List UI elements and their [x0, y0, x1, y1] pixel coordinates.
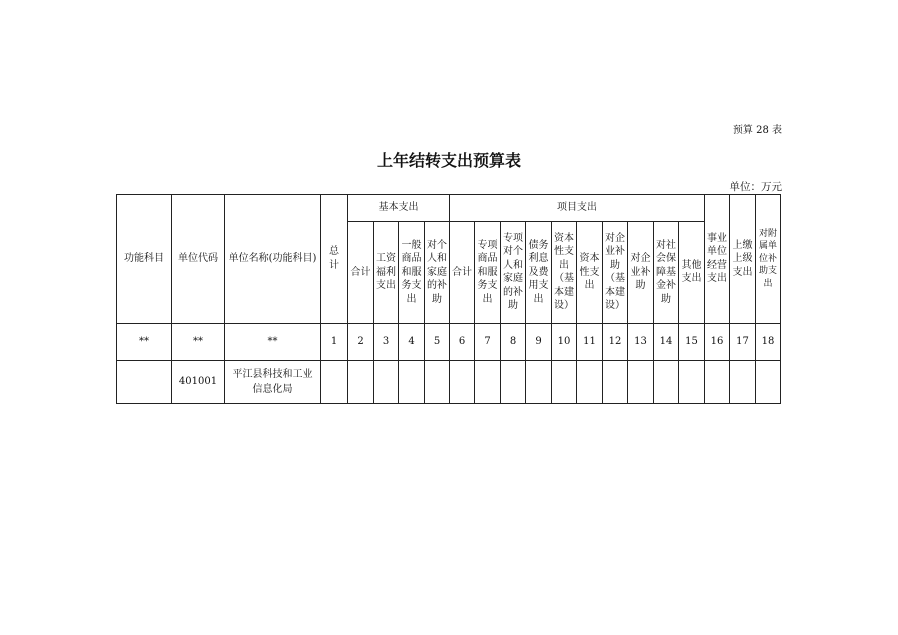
row-value	[552, 361, 577, 404]
column-number-cell: 4	[399, 324, 425, 361]
column-number-cell: 7	[475, 324, 501, 361]
header-proj-capital-text: 资本 性支 出	[579, 253, 600, 291]
header-total	[321, 195, 348, 324]
header-proj-goods	[475, 222, 501, 324]
row-value	[501, 361, 526, 404]
row-value	[705, 361, 730, 404]
column-number-cell: **	[117, 324, 172, 361]
column-number-cell: 9	[526, 324, 552, 361]
table-number: 预算 28 表	[732, 125, 782, 136]
column-number-cell: 5	[425, 324, 450, 361]
column-number-cell: 1	[321, 324, 348, 361]
header-upper-pay-text: 上缴 上级 支出	[732, 239, 753, 278]
header-basic-wages	[374, 222, 399, 324]
row-value	[475, 361, 501, 404]
header-affiliate	[756, 195, 781, 324]
header-total-text: 总 计	[329, 246, 339, 271]
column-number-cell: 12	[603, 324, 628, 361]
header-proj-sum: 合计	[450, 222, 475, 324]
column-number-cell: 15	[679, 324, 705, 361]
column-number-row	[117, 324, 781, 361]
row-unit-code: 401001	[172, 361, 225, 404]
column-number-cell: 10	[552, 324, 577, 361]
header-proj-other	[679, 222, 705, 324]
header-upper-pay	[730, 195, 756, 324]
row-value	[628, 361, 654, 404]
header-proj-debt-text: 债务 利息 及费 用支 出	[528, 239, 549, 305]
row-value	[348, 361, 374, 404]
row-value	[730, 361, 756, 404]
row-value	[450, 361, 475, 404]
header-project-group: 项目支出	[450, 195, 705, 222]
row-value	[654, 361, 679, 404]
header-proj-subsidy	[501, 222, 526, 324]
budget-table	[116, 194, 781, 404]
header-basic-goods-text: 一般 商品 和服 务支 出	[401, 239, 422, 305]
header-proj-ent-build-text: 对企 业补 助（基 本建 设）	[605, 232, 625, 312]
row-value	[603, 361, 628, 404]
column-number-cell: **	[225, 324, 321, 361]
header-unit-name: 单位名称(功能科目)	[225, 195, 321, 324]
row-value	[321, 361, 348, 404]
header-unit-code: 单位代码	[172, 195, 225, 324]
header-biz-expense	[705, 195, 730, 324]
header-proj-ent-build	[603, 222, 628, 324]
row-value	[374, 361, 399, 404]
column-number-cell: 14	[654, 324, 679, 361]
column-number-cell: 6	[450, 324, 475, 361]
column-number-cell: 2	[348, 324, 374, 361]
header-basic-sum: 合计	[348, 222, 374, 324]
table-row	[117, 361, 781, 404]
header-basic-subsidy-text: 对个 人和 家庭 的补 助	[427, 239, 447, 305]
row-value	[679, 361, 705, 404]
header-proj-capital	[577, 222, 603, 324]
header-proj-ent	[628, 222, 654, 324]
row-value	[425, 361, 450, 404]
header-proj-debt	[526, 222, 552, 324]
column-number-cell: 13	[628, 324, 654, 361]
row-value	[577, 361, 603, 404]
header-proj-ent-text: 对企 业补 助	[630, 253, 651, 291]
header-affiliate-text: 对附 属单 位补 助支 出	[758, 228, 777, 289]
column-number-cell: 17	[730, 324, 756, 361]
column-number-cell: 3	[374, 324, 399, 361]
column-number-cell: 11	[577, 324, 603, 361]
column-number-cell: 16	[705, 324, 730, 361]
row-value	[756, 361, 781, 404]
unit-label: 单位：万元	[729, 181, 782, 193]
header-proj-goods-text: 专项 商品 和服 务支 出	[477, 239, 498, 305]
header-basic-subsidy	[425, 222, 450, 324]
header-proj-social	[654, 222, 679, 324]
header-proj-social-text: 对社 会保 障基 金补 助	[656, 239, 676, 305]
header-proj-capital-build-text: 资本 性支 出（基 本建 设）	[554, 232, 574, 312]
row-unit-name: 平江县科技和工业信息化局	[225, 361, 321, 404]
column-number-cell: **	[172, 324, 225, 361]
header-basic-wages-text: 工资 福利 支出	[376, 253, 396, 291]
row-value	[399, 361, 425, 404]
header-basic-goods	[399, 222, 425, 324]
header-proj-subsidy-text: 专项 对个 人和 家庭 的补 助	[503, 232, 523, 312]
row-value	[526, 361, 552, 404]
column-number-cell: 8	[501, 324, 526, 361]
header-proj-capital-build	[552, 222, 577, 324]
page-title: 上年结转支出预算表	[376, 151, 521, 170]
header-basic-group: 基本支出	[348, 195, 450, 222]
column-number-cell: 18	[756, 324, 781, 361]
row-func-subject	[117, 361, 172, 404]
header-proj-other-text: 其他 支出	[681, 259, 702, 285]
header-biz-expense-text: 事业 单位 经营 支出	[707, 232, 727, 285]
header-func-subject: 功能科目	[117, 195, 172, 324]
